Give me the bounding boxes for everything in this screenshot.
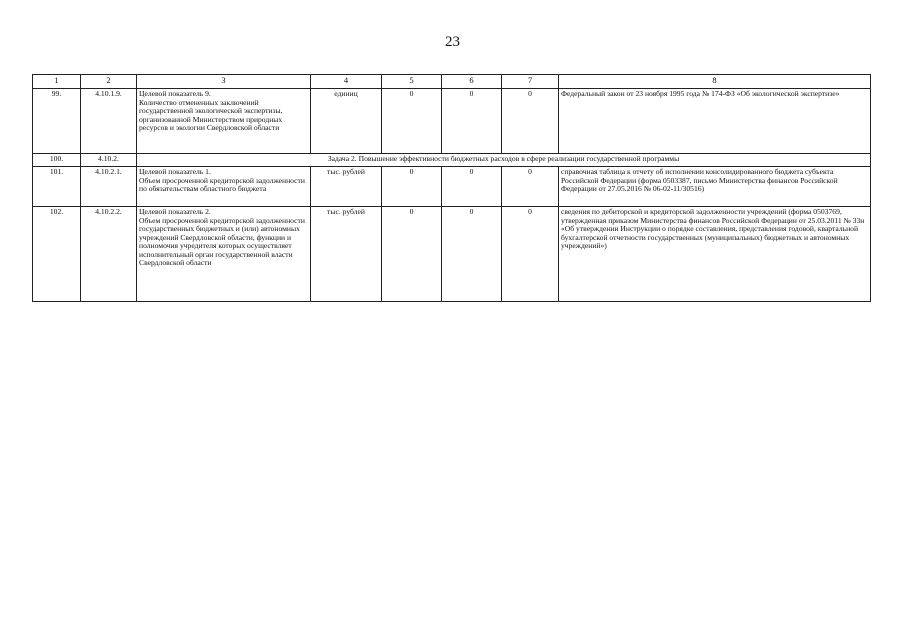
column-header: 6	[442, 75, 502, 89]
value-col7: 0	[502, 167, 559, 207]
column-header: 3	[137, 75, 311, 89]
column-header: 4	[311, 75, 382, 89]
row-code: 4.10.2.	[81, 154, 137, 167]
task-heading: Задача 2. Повышение эффективности бюджетных расходов в сфере реализации государственной программы	[137, 154, 871, 167]
unit: единиц	[311, 89, 382, 154]
page-number: 23	[445, 34, 460, 50]
row-number: 101.	[33, 167, 81, 207]
row-number: 100.	[33, 154, 81, 167]
table-header-row	[33, 75, 871, 89]
indicator-name: Целевой показатель 9. Количество отмененных заключений государственной экологической экспертизы, организованной Министерством природных ресурсов и экологии Свердловской области	[137, 89, 311, 154]
value-col6: 0	[442, 89, 502, 154]
table-row-task	[33, 154, 871, 167]
row-code: 4.10.2.1.	[81, 167, 137, 207]
value-col6: 0	[442, 207, 502, 302]
column-header: 8	[559, 75, 871, 89]
table-row	[33, 167, 871, 207]
row-number: 102.	[33, 207, 81, 302]
value-col5: 0	[382, 207, 442, 302]
value-col7: 0	[502, 207, 559, 302]
data-source: Федеральный закон от 23 ноября 1995 года № 174-ФЗ «Об экологической экспертизе»	[559, 89, 871, 154]
row-number: 99.	[33, 89, 81, 154]
table-row	[33, 89, 871, 154]
column-header: 7	[502, 75, 559, 89]
value-col6: 0	[442, 167, 502, 207]
value-col7: 0	[502, 89, 559, 154]
column-header: 2	[81, 75, 137, 89]
data-source: сведения по дебиторской и кредиторской задолженности учреждений (форма 0503769, утвержденная приказом Министерства финансов Российской Федерации от 25.03.2011 № 33н «Об утверждении Инструкции о порядке составления, представления годовой, квартальной бухгалтерской отчетности государственных (муниципальных) бюджетных и автономных учреждений»)	[559, 207, 871, 302]
table-row	[33, 207, 871, 302]
unit: тыс. рублей	[311, 167, 382, 207]
row-code: 4.10.2.2.	[81, 207, 137, 302]
column-header: 5	[382, 75, 442, 89]
data-source: справочная таблица к отчету об исполнении консолидированного бюджета субъекта Российской Федерации (форма 0503387, письмо Министерства финансов Российской Федерации от 27.05.2016 № 06-02-11/30516)	[559, 167, 871, 207]
unit: тыс. рублей	[311, 207, 382, 302]
indicator-name: Целевой показатель 2. Объем просроченной кредиторской задолженности государственных бюджетных и (или) автономных учреждений Свердловской области, функции и полномочия учредителя которых осуществляет исполнительный орган государственной власти Свердловской области	[137, 207, 311, 302]
row-code: 4.10.1.9.	[81, 89, 137, 154]
indicators-table	[32, 74, 871, 302]
value-col5: 0	[382, 167, 442, 207]
column-header: 1	[33, 75, 81, 89]
value-col5: 0	[382, 89, 442, 154]
indicator-name: Целевой показатель 1. Объем просроченной кредиторской задолженности по обязательствам областного бюджета	[137, 167, 311, 207]
